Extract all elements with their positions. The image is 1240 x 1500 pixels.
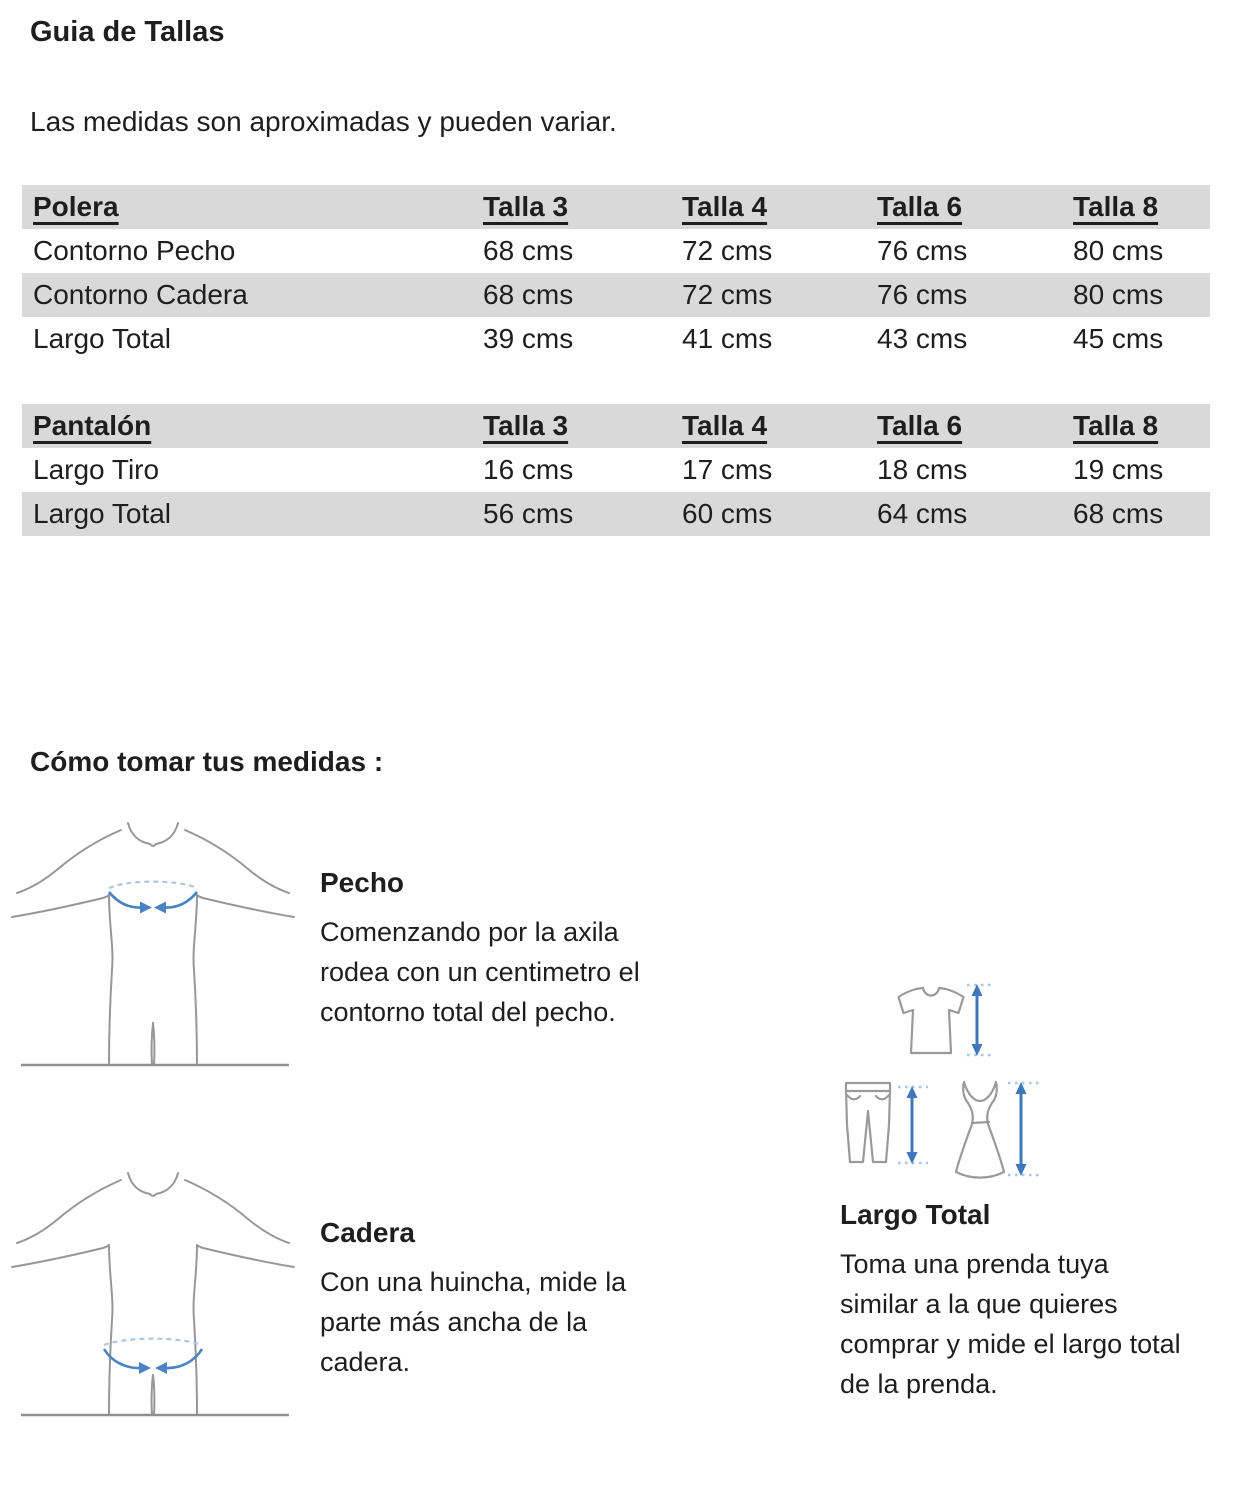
row-label: Largo Total [33,498,172,529]
cell-value: 41 cms [682,323,773,354]
cell-value: 43 cms [877,323,968,354]
pecho-line: contorno total del pecho. [320,997,616,1027]
cadera-instructions [320,1216,626,1382]
row-label: Largo Total [33,323,172,354]
table-row [22,317,1210,361]
pecho-instructions [320,866,640,1032]
column-header-talla-6: Talla 6 [877,191,963,222]
body-chest-illustration [8,820,298,1070]
table-row [22,448,1210,492]
measure-dashed-guides [898,985,1040,1175]
cell-value: 56 cms [483,498,574,529]
table-header-row [22,185,1210,229]
largo-total-line: similar a la que quieres [840,1289,1118,1319]
largo-total-instructions [840,1198,1181,1404]
cell-value: 17 cms [682,454,773,485]
cadera-title: Cadera [320,1217,415,1248]
dress-icon [956,1082,1004,1178]
table-row [22,492,1210,536]
body-hip-illustration [8,1170,298,1420]
column-header-talla-3: Talla 3 [483,191,569,222]
table-header-row [22,404,1210,448]
pecho-title: Pecho [320,867,405,898]
cell-value: 16 cms [483,454,574,485]
cell-value: 64 cms [877,498,968,529]
cell-value: 72 cms [682,235,773,266]
cell-value: 68 cms [483,279,574,310]
cell-value: 19 cms [1073,454,1164,485]
cell-value: 39 cms [483,323,574,354]
table-row [22,273,1210,317]
cell-value: 76 cms [877,279,968,310]
body-outline-chest-icon [12,823,294,1065]
cell-value: 80 cms [1073,279,1164,310]
column-header-talla-4: Talla 4 [682,410,768,441]
chest-measure-tape-icon [109,882,197,914]
cell-value: 72 cms [682,279,773,310]
column-header-talla-4: Talla 4 [682,191,768,222]
largo-total-line: Toma una prenda tuya [840,1249,1109,1279]
cell-value: 45 cms [1073,323,1164,354]
cell-value: 68 cms [483,235,574,266]
page-title: Guia de Tallas [30,16,225,48]
largo-total-line: de la prenda. [840,1369,998,1399]
column-header-talla-8: Talla 8 [1073,410,1159,441]
row-label: Largo Tiro [33,454,160,485]
page-subtitle: Las medidas son aproximadas y pueden variar. [30,106,617,137]
cadera-line: parte más ancha de la [320,1307,588,1337]
cell-value: 80 cms [1073,235,1164,266]
hip-measure-tape-icon [104,1339,202,1374]
pecho-line: rodea con un centimetro el [320,957,640,987]
body-outline-hip-icon [12,1173,294,1415]
measure-section-heading: Cómo tomar tus medidas : [30,746,384,777]
column-header-talla-8: Talla 8 [1073,191,1159,222]
pantalon-size-table [22,404,1210,536]
cell-value: 18 cms [877,454,968,485]
column-header-pantalon: Pantalón [33,410,152,441]
pants-icon [846,1083,890,1162]
garment-length-icons [840,975,1090,1190]
polera-size-table [22,185,1210,361]
cell-value: 68 cms [1073,498,1164,529]
column-header-talla-6: Talla 6 [877,410,963,441]
row-label: Contorno Cadera [33,279,248,310]
cadera-line: Con una huincha, mide la [320,1267,627,1297]
cadera-line: cadera. [320,1347,411,1377]
cell-value: 76 cms [877,235,968,266]
column-header-polera: Polera [33,191,119,222]
largo-total-line: comprar y mide el largo total [840,1329,1181,1359]
column-header-talla-3: Talla 3 [483,410,569,441]
row-label: Contorno Pecho [33,235,236,266]
pecho-line: Comenzando por la axila [320,917,619,947]
largo-total-title: Largo Total [840,1199,991,1230]
table-row [22,229,1210,273]
length-arrow-heads [907,984,1027,1176]
tshirt-icon [899,988,964,1053]
cell-value: 60 cms [682,498,773,529]
